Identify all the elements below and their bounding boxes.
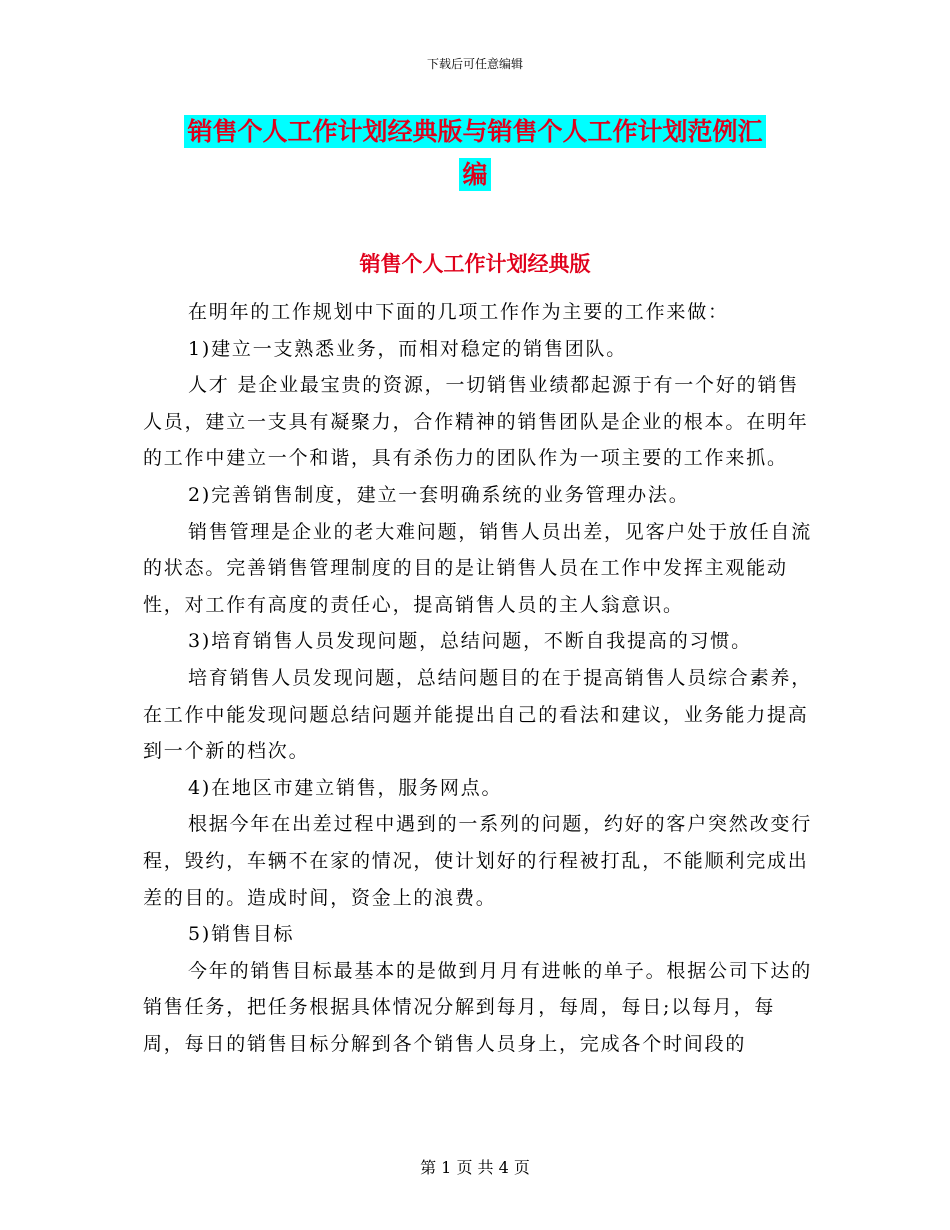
- paragraph: 销售管理是企业的老大难问题，销售人员出差，见客户处于放任自流的状态。完善销售管理制度的目的是让销售人员在工作中发挥主观能动性，对工作有高度的责任心，提高销售人员的主人翁意识。: [143, 520, 813, 616]
- paragraph: 培育销售人员发现问题，总结问题目的在于提高销售人员综合素养，在工作中能发现问题总结问题并能提出自己的看法和建议，业务能力提高到一个新的档次。: [143, 666, 813, 763]
- page-number: 第 1 页 共 4 页: [420, 1158, 530, 1177]
- document-title-line-1: [0, 110, 950, 154]
- paragraph: 在明年的工作规划中下面的几项工作作为主要的工作来做：: [188, 301, 729, 323]
- paragraph: 今年的销售目标最基本的是做到月月有进帐的单子。根据公司下达的销售任务，把任务根据具体情况分解到每月，每周，每日;以每月，每周，每日的销售目标分解到各个销售人员身上，完成各个时间段的: [143, 959, 813, 1055]
- title-highlight: 编: [459, 158, 490, 191]
- document-title-line-2: [0, 153, 950, 197]
- document-body: [143, 294, 813, 1062]
- paragraph: 3)培育销售人员发现问题，总结问题，不断自我提高的习惯。: [188, 630, 752, 653]
- title-highlight: 销售个人工作计划经典版与销售个人工作计划范例汇: [184, 115, 765, 148]
- section-title: 销售个人工作计划经典版: [359, 252, 591, 276]
- paragraph: 4)在地区市建立销售，服务网点。: [188, 776, 503, 799]
- paragraph: 5)销售目标: [188, 923, 295, 946]
- paragraph: 1)建立一支熟悉业务，而相对稳定的销售团队。: [188, 337, 628, 360]
- paragraph: 2)完善销售制度，建立一套明确系统的业务管理办法。: [188, 483, 690, 506]
- header-note: 下载后可任意编辑: [426, 57, 523, 71]
- paragraph: 人才 是企业最宝贵的资源，一切销售业绩都起源于有一个好的销售人员，建立一支具有凝聚力，合作精神的销售团队是企业的根本。在明年的工作中建立一个和谐，具有杀伤力的团队作为一项主要的工作来抓。: [143, 374, 809, 470]
- paragraph: 根据今年在出差过程中遇到的一系列的问题，约好的客户突然改变行程，毁约，车辆不在家的情况，使计划好的行程被打乱，不能顺利完成出差的目的。造成时间，资金上的浪费。: [143, 813, 813, 909]
